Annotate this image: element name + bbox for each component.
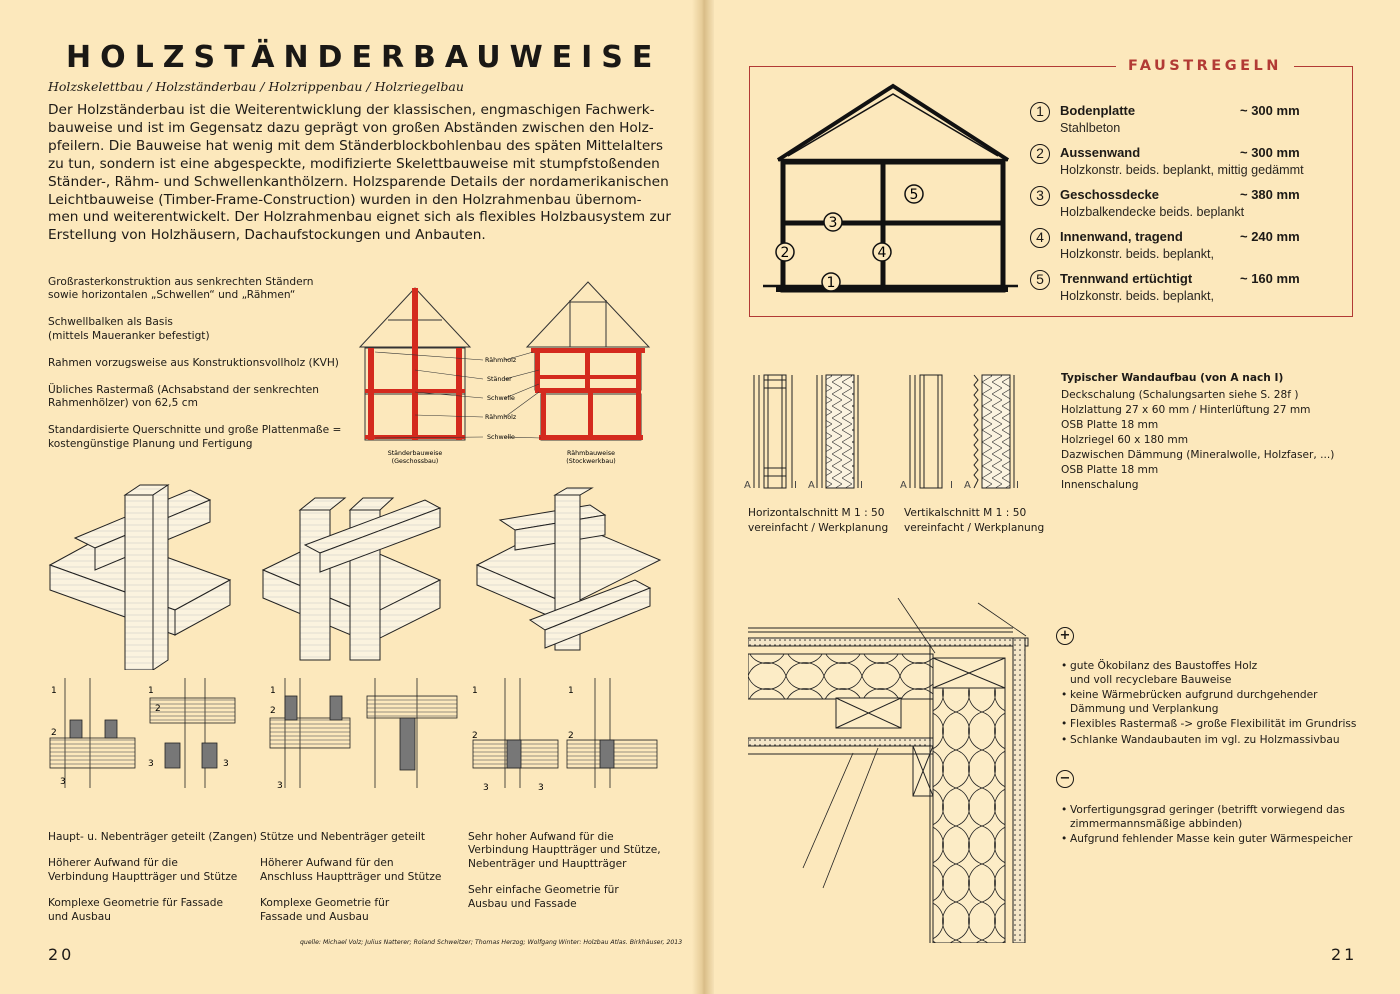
pros-line: und voll recyclebare Bauweise [1070, 673, 1232, 686]
source-citation: quelle: Michael Volz; Julius Natterer; Roland Schweitzer; Thomas Herzog; Wolfgang Winter: Holzbau Atlas. Birkhäuser, 2013 [300, 939, 683, 946]
column-line: Haupt- u. Nebenträger geteilt (Zangen) [48, 831, 258, 843]
column-line: Stütze und Nebenträger geteilt [260, 831, 426, 843]
joint-section-details [45, 678, 675, 803]
section-label-i: I [1016, 480, 1019, 491]
column-line: Verbindung Hauptträger und Stütze, [468, 844, 661, 857]
rule-name: Trennwand ertüchtigt [1060, 271, 1193, 286]
pros-item [1061, 689, 1381, 716]
cons-item [1061, 833, 1381, 847]
wall-buildup-heading: Typischer Wandaufbau (von A nach I) [1061, 372, 1284, 384]
fact-line: Rahmen vorzugsweise aus Konstruktionsvollholz (KVH) [48, 356, 339, 369]
rule-description: Holzkonstr. beids. beplankt, [1060, 289, 1215, 303]
rule-number: 2 [1030, 144, 1050, 164]
wall-layer: OSB Platte 18 mm [1061, 464, 1159, 476]
label-rahmholz: Rähmholz [485, 414, 517, 421]
label-staender: Ständer [487, 376, 512, 383]
fact-line: Standardisierte Querschnitte und große Plattenmaße = [48, 424, 342, 437]
detail-1b [150, 678, 235, 788]
caption-line: vereinfacht / Werkplanung [904, 522, 1045, 534]
cons-item [1061, 804, 1381, 831]
rule-value: ~ 380 mm [1240, 187, 1300, 202]
page-subtitle: Holzskelettbau / Holzständerbau / Holzrippenbau / Holzriegelbau [48, 79, 464, 94]
column-line: Sehr einfache Geometrie für [468, 884, 619, 897]
column-line: Sehr hoher Aufwand für die [468, 831, 614, 843]
rule-number: 1 [1030, 102, 1050, 122]
intro-line: pfeilern. Die Bauweise hat wenig mit dem Ständerblockbohlenbau des späten Mittelalters [48, 137, 663, 154]
fact-item [48, 357, 348, 370]
cons-line: zimmermannsmäßige abbinden) [1070, 817, 1243, 830]
caption-vertical-section [904, 506, 1044, 536]
column-para [260, 831, 460, 844]
marker-label: 4 [877, 245, 887, 261]
fact-line: sowie horizontalen „Schwellen“ und „Rähmen“ [48, 289, 296, 302]
marker-label: 1 [826, 275, 836, 291]
pros-item [1061, 734, 1381, 748]
pros-line: Flexibles Rastermaß -> große Flexibilität im Grundriss [1070, 718, 1357, 731]
pros-item [1061, 718, 1381, 732]
detail-number: 2 [155, 704, 161, 714]
caption-staenderbau: Ständerbauweise [387, 450, 443, 457]
column-para [48, 831, 258, 844]
rule-number: 3 [1030, 186, 1050, 206]
wall-layer: Holzriegel 60 x 180 mm [1061, 434, 1189, 446]
rules-box-title: FAUSTREGELN [1116, 58, 1294, 74]
wall-buildup-list [1061, 371, 1361, 493]
rule-name: Geschossdecke [1060, 187, 1160, 202]
rule-value: ~ 300 mm [1240, 103, 1300, 118]
intro-line: bauweise und ist im Gegensatz dazu geprägt von großen Abständen zwischen den Holz- [48, 119, 654, 136]
horizontal-section-b [817, 375, 858, 488]
book-spine [692, 0, 714, 994]
pros-line: keine Wärmebrücken aufgrund durchgehender [1070, 689, 1318, 702]
page-number-left: 20 [48, 945, 75, 964]
house-section-diagram [758, 80, 1018, 300]
section-label-a: A [964, 480, 971, 491]
detail-number: 2 [568, 731, 574, 741]
detail-number: 1 [148, 686, 154, 696]
section-marker-2 [776, 243, 794, 261]
detail-number: 1 [472, 686, 478, 696]
fact-line: Rahmenhölzer) von 62,5 cm [48, 397, 198, 410]
marker-label: 5 [909, 187, 919, 203]
detail-number: 3 [277, 781, 283, 791]
fact-line: Übliches Rastermaß (Achsabstand der senkrechten [48, 383, 319, 396]
page-title: HOLZSTÄNDERBAUWEISE [66, 40, 662, 75]
column-line: Ausbau und Fassade [468, 897, 577, 910]
marker-label: 3 [828, 215, 838, 231]
detail-1a [50, 678, 135, 788]
column-line: Anschluss Hauptträger und Stütze [260, 870, 442, 883]
wall-layer: Innenschalung [1061, 479, 1139, 491]
fact-list [48, 276, 348, 465]
detail-number: 2 [472, 731, 478, 741]
joint-column-split [263, 498, 440, 660]
label-schwelle: Schwelle [487, 434, 515, 441]
detail-number: 3 [148, 759, 154, 769]
joint-tongs [50, 485, 230, 670]
intro-line: Erstellung von Holzhäusern, Dachaufstockungen und Anbauten. [48, 227, 486, 244]
wall-layer: OSB Platte 18 mm [1061, 419, 1159, 431]
intro-line: zu tun, sondern ist eine abgespeckte, modifizierte Skelettbauweise mit stumpfstoßenden [48, 155, 660, 172]
detail-3b [567, 678, 657, 788]
detail-number: 3 [223, 759, 229, 769]
section-label-i: I [860, 480, 863, 491]
section-label-a: A [744, 480, 751, 491]
rule-description: Holzkonstr. beids. beplankt, mittig gedämmt [1060, 163, 1304, 177]
fact-line: kostengünstige Planung und Fertigung [48, 437, 253, 450]
frame-construction-diagram [355, 280, 660, 470]
intro-line: Ständer-, Rähm- und Schwellenkanthölzern. Holzsparende Details der nordamerikanischen [48, 173, 669, 190]
rule-number: 5 [1030, 270, 1050, 290]
rule-number: 4 [1030, 228, 1050, 248]
column-para [468, 831, 678, 871]
column-line: Verbindung Hauptträger und Stütze [48, 870, 238, 883]
staender-red-posts [365, 288, 465, 440]
minus-icon: − [1056, 770, 1074, 788]
rule-name: Innenwand, tragend [1060, 229, 1183, 244]
caption-line: Vertikalschnitt M 1 : 50 [904, 507, 1027, 519]
caption-line: Horizontalschnitt M 1 : 50 [748, 507, 885, 519]
detail-number: 3 [483, 783, 489, 793]
page-number-right: 21 [1331, 945, 1358, 964]
plus-icon: + [1056, 627, 1074, 645]
rule-description: Stahlbeton [1060, 121, 1121, 135]
detail-2b [367, 678, 457, 788]
wall-layer: Holzlattung 27 x 60 mm / Hinterlüftung 27 mm [1061, 404, 1311, 416]
wall-section-drawings [742, 370, 1042, 495]
detail-number: 2 [270, 706, 276, 716]
fact-item [48, 424, 348, 451]
rule-value: ~ 300 mm [1240, 145, 1300, 160]
marker-label: 2 [780, 245, 790, 261]
joint-complex [477, 488, 660, 650]
column-line: Nebenträger und Hauptträger [468, 857, 627, 870]
rule-name: Aussenwand [1060, 145, 1141, 160]
fact-line: Schwellbalken als Basis [48, 316, 173, 329]
caption-geschossbau: (Geschossbau) [391, 458, 439, 465]
section-marker-1 [822, 273, 840, 291]
column-complex [468, 831, 678, 911]
section-marker-5 [905, 185, 923, 203]
rule-value: ~ 240 mm [1240, 229, 1300, 244]
cons-list [1061, 804, 1381, 849]
wall-corner-detail [748, 598, 1048, 943]
rule-name: Bodenplatte [1060, 103, 1136, 118]
column-para [48, 857, 258, 884]
column-line: Komplexe Geometrie für Fassade [48, 897, 223, 910]
intro-line: men und weiterentwickelt. Der Holzrahmenbau eignet sich als flexibles Holzbausystem zur [48, 209, 671, 226]
intro-line: Der Holzständerbau ist die Weiterentwicklung der klassischen, engmaschigen Fachwerk- [48, 102, 655, 118]
caption-line: vereinfacht / Werkplanung [748, 522, 889, 534]
column-line: Höherer Aufwand für die [48, 857, 178, 870]
section-label-i: I [950, 480, 953, 491]
wall-layer: Deckschalung (Schalungsarten siehe S. 28f ) [1061, 389, 1299, 401]
pros-line: gute Ökobilanz des Baustoffes Holz [1070, 660, 1258, 672]
section-label-a: A [808, 480, 815, 491]
section-label-a: A [900, 480, 907, 491]
column-line: Komplexe Geometrie für [260, 897, 390, 910]
column-tongs [48, 831, 258, 924]
label-rahmholz: Rähmholz [485, 357, 517, 364]
column-para [48, 897, 258, 924]
pros-list [1061, 660, 1381, 750]
wall-layer: Dazwischen Dämmung (Mineralwolle, Holzfaser, ...) [1061, 449, 1335, 461]
detail-number: 3 [538, 783, 544, 793]
pros-line: Dämmung und Verplankung [1070, 702, 1219, 715]
detail-number: 1 [270, 686, 276, 696]
rule-description: Holzbalkendecke beids. beplankt [1060, 205, 1245, 219]
cons-line: Vorfertigungsgrad geringer (betrifft vorwiegend das [1070, 804, 1345, 816]
intro-text [48, 102, 671, 245]
detail-number: 3 [60, 777, 66, 787]
fact-line: Großrasterkonstruktion aus senkrechten Ständern [48, 276, 314, 288]
section-marker-4 [873, 243, 891, 261]
cons-line: Aufgrund fehlender Masse kein guter Wärmespeicher [1070, 833, 1353, 846]
detail-number: 1 [51, 686, 57, 696]
fact-item [48, 384, 348, 411]
fact-line: (mittels Maueranker befestigt) [48, 329, 210, 342]
column-column-split [260, 831, 460, 924]
vertical-section-b [974, 375, 1014, 488]
column-line: und Ausbau [48, 910, 111, 923]
horizontal-section-a [754, 375, 792, 488]
rule-description: Holzkonstr. beids. beplankt, [1060, 247, 1215, 261]
detail-3a [473, 678, 558, 788]
column-line: Fassade und Ausbau [260, 910, 369, 923]
section-marker-3 [824, 213, 842, 231]
detail-2a [270, 678, 350, 788]
column-para [260, 857, 460, 884]
pros-line: Schlanke Wandaubauten im vgl. zu Holzmassivbau [1070, 733, 1340, 746]
detail-number: 1 [568, 686, 574, 696]
pros-item [1061, 660, 1381, 687]
caption-horizontal-section [748, 506, 888, 536]
detail-number: 2 [51, 728, 57, 738]
fact-item [48, 316, 348, 343]
column-para [468, 884, 678, 911]
joint-isometrics [45, 480, 675, 670]
vertical-section-a [910, 375, 942, 488]
rule-value: ~ 160 mm [1240, 271, 1300, 286]
caption-raehmbau: Rähmbauweise [567, 450, 615, 457]
section-markers [776, 185, 923, 291]
caption-stockwerkbau: (Stockwerkbau) [566, 458, 616, 465]
section-label-i: I [794, 480, 797, 491]
column-line: Höherer Aufwand für den [260, 857, 394, 870]
intro-line: Leichtbauweise (Timber-Frame-Construction) wurden in den Holzrahmenbau übernom- [48, 191, 642, 208]
column-para [260, 897, 460, 924]
label-schwelle: Schwelle [487, 395, 515, 402]
fact-item [48, 276, 348, 303]
